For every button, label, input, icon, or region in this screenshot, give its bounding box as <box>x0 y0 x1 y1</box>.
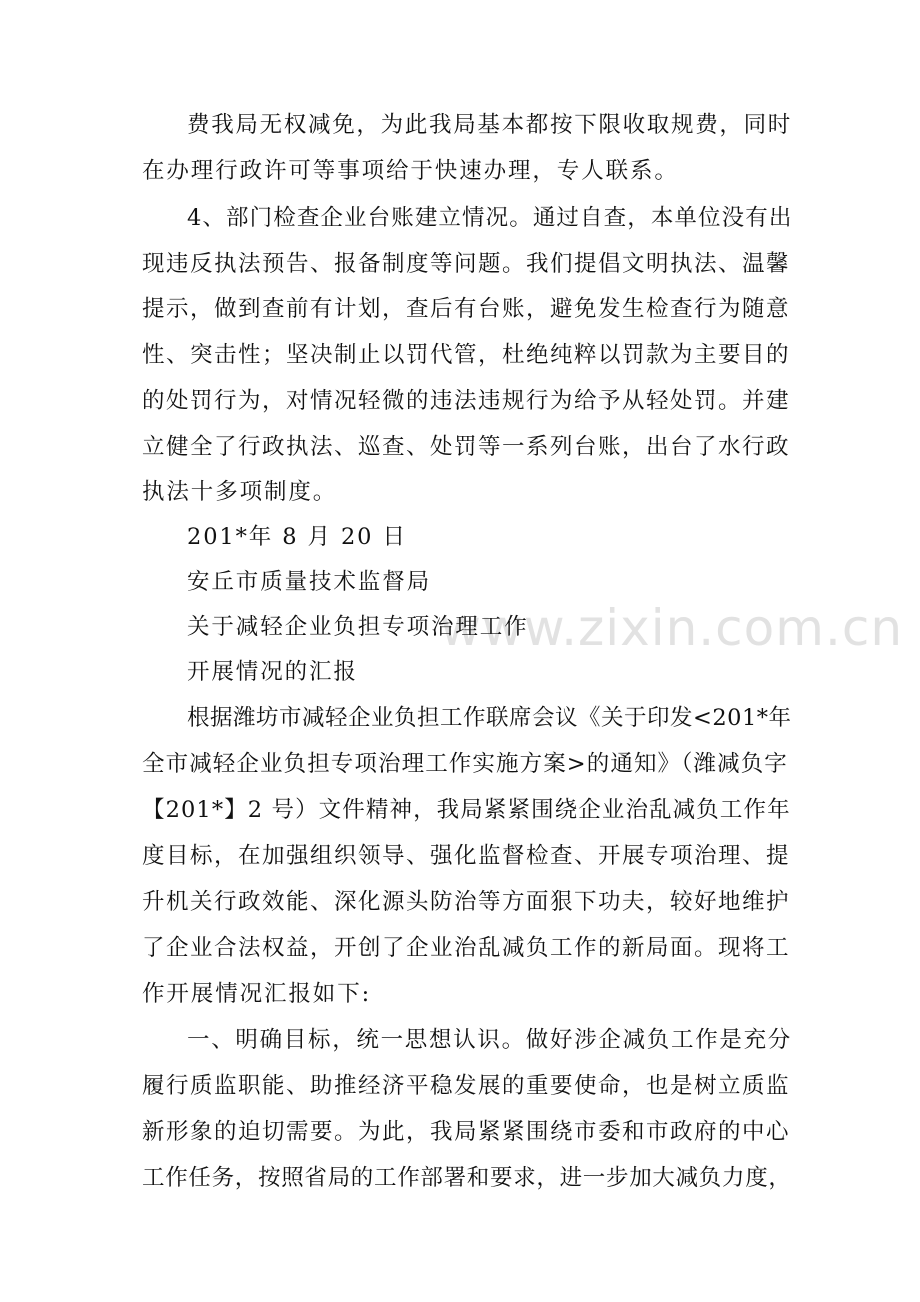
text-line: 在办理行政许可等事项给于快速办理，专人联系。 <box>142 158 679 184</box>
text-line: 工作任务，按照省局的工作部署和要求，进一步加大减负力度， <box>142 1165 792 1191</box>
text-line: 立健全了行政执法、巡查、处罚等一系列台账，出台了水行政 <box>142 434 791 460</box>
text-line: 【201*】2 号）文件精神，我局紧紧围绕企业治乱减负工作年 <box>142 797 791 823</box>
text-line: 4、部门检查企业台账建立情况。通过自查，本单位没有出 <box>187 205 793 231</box>
text-line: 全市减轻企业负担专项治理工作实施方案>的通知》（潍减负字 <box>142 751 788 777</box>
text-line: 根据潍坊市减轻企业负担工作联席会议《关于印发<201*年 <box>187 705 792 731</box>
date-line: 201*年 8 月 20 日 <box>187 524 407 550</box>
text-line: 现违反执法预告、报备制度等问题。我们提倡文明执法、温馨 <box>142 251 791 277</box>
watermark: www.zixin.com.cn <box>440 599 904 657</box>
text-line: 作开展情况汇报如下: <box>142 981 372 1007</box>
text-line: 执法十多项制度。 <box>142 479 338 505</box>
text-line: 履行质监职能、助推经济平稳发展的重要使命，也是树立质监 <box>142 1073 791 1099</box>
report-title-line-1: 关于减轻企业负担专项治理工作 <box>187 614 529 640</box>
text-line: 升机关行政效能、深化源头防治等方面狠下功夫，较好地维护 <box>142 889 791 915</box>
report-title-line-2: 开展情况的汇报 <box>187 659 358 685</box>
text-line: 的处罚行为，对情况轻微的违法违规行为给予从轻处罚。并建 <box>142 388 791 414</box>
text-line: 新形象的迫切需要。为此，我局紧紧围绕市委和市政府的中心 <box>142 1119 791 1145</box>
text-line: 度目标，在加强组织领导、强化监督检查、开展专项治理、提 <box>142 843 791 869</box>
text-line: 了企业合法权益，开创了企业治乱减负工作的新局面。现将工 <box>142 935 791 961</box>
text-line: 费我局无权减免，为此我局基本都按下限收取规费，同时 <box>187 112 793 138</box>
organization-line: 安丘市质量技术监督局 <box>187 569 432 595</box>
text-line: 性、突击性；坚决制止以罚代管，杜绝纯粹以罚款为主要目的 <box>142 342 791 368</box>
text-line: 提示，做到查前有计划，查后有台账，避免发生检查行为随意 <box>142 296 791 322</box>
text-line: 一、明确目标，统一思想认识。做好涉企减负工作是充分 <box>187 1027 793 1053</box>
